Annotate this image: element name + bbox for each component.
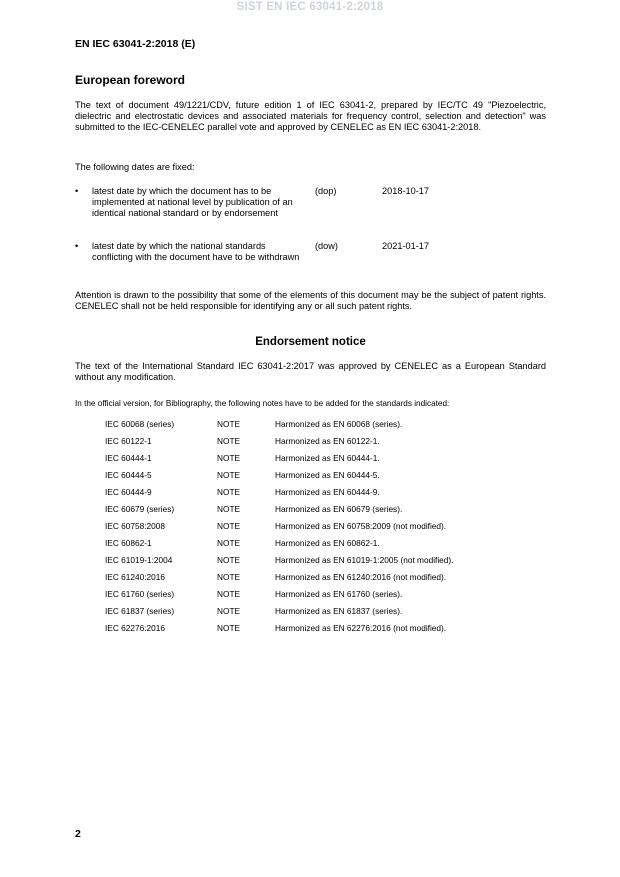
harmonized-text: Harmonized as EN 60758:2009 (not modified). (275, 521, 447, 531)
date-code: (dow) (315, 241, 338, 251)
note-row (105, 436, 546, 453)
note-label: NOTE (217, 521, 241, 531)
note-label: NOTE (217, 572, 241, 582)
note-label: NOTE (217, 606, 241, 616)
note-label: NOTE (217, 623, 241, 633)
bibliography-notes-list (105, 419, 546, 640)
date-item-dow (75, 241, 546, 277)
standard-reference: IEC 60679 (series) (105, 504, 175, 514)
harmonized-text: Harmonized as EN 60862-1. (275, 538, 380, 548)
watermark: SIST EN IEC 63041-2:2018 (236, 1, 384, 13)
bullet-mark: • (75, 241, 79, 251)
note-label: NOTE (217, 555, 241, 565)
foreword-paragraph-2: The following dates are fixed: (75, 162, 195, 172)
note-label: NOTE (217, 504, 241, 514)
endorsement-heading: Endorsement notice (255, 336, 366, 348)
harmonized-text: Harmonized as EN 60444-1. (275, 453, 380, 463)
date-value: 2018-10-17 (382, 186, 429, 196)
note-row (105, 487, 546, 504)
harmonized-text: Harmonized as EN 61019-1:2005 (not modified). (275, 555, 454, 565)
standard-reference: IEC 60758:2008 (105, 521, 165, 531)
endorsement-paragraph-2: In the official version, for Bibliography, the following notes have to be added for the standards indicated: (75, 399, 450, 408)
note-label: NOTE (217, 538, 241, 548)
endorsement-paragraph-1: The text of the International Standard IEC 63041-2:2017 was approved by CENELEC as a European Standard without any modification. (75, 361, 546, 383)
document-identifier: EN IEC 63041-2:2018 (E) (75, 38, 196, 50)
harmonized-text: Harmonized as EN 61240:2016 (not modified). (275, 572, 447, 582)
standard-reference: IEC 60068 (series) (105, 419, 175, 429)
note-row (105, 453, 546, 470)
standard-reference: IEC 62276:2016 (105, 623, 165, 633)
date-code: (dop) (315, 186, 337, 196)
harmonized-text: Harmonized as EN 60679 (series). (275, 504, 403, 514)
standard-reference: IEC 60444-1 (105, 453, 152, 463)
harmonized-text: Harmonized as EN 61760 (series). (275, 589, 403, 599)
standard-reference: IEC 60444-5 (105, 470, 152, 480)
standard-reference: IEC 60862-1 (105, 538, 152, 548)
date-value: 2021-01-17 (382, 241, 429, 251)
date-item-dop (75, 186, 546, 234)
note-row (105, 572, 546, 589)
note-row (105, 589, 546, 606)
standard-reference: IEC 61019-1:2004 (105, 555, 173, 565)
note-label: NOTE (217, 589, 241, 599)
harmonized-text: Harmonized as EN 62276:2016 (not modified). (275, 623, 447, 633)
harmonized-text: Harmonized as EN 60068 (series). (275, 419, 403, 429)
foreword-paragraph-3: Attention is drawn to the possibility that some of the elements of this document may be the subject of patent rights. CENELEC shall not be held responsible for identifying any or all such patent rights. (75, 290, 546, 312)
note-label: NOTE (217, 453, 241, 463)
note-row (105, 521, 546, 538)
note-row (105, 606, 546, 623)
note-row (105, 555, 546, 572)
harmonized-text: Harmonized as EN 60444-9. (275, 487, 380, 497)
note-row (105, 538, 546, 555)
standard-reference: IEC 61240:2016 (105, 572, 165, 582)
foreword-heading: European foreword (75, 73, 186, 87)
page-number: 2 (75, 828, 81, 840)
standard-reference: IEC 60444-9 (105, 487, 152, 497)
bullet-mark: • (75, 186, 79, 196)
harmonized-text: Harmonized as EN 61837 (series). (275, 606, 403, 616)
foreword-paragraph-1: The text of document 49/1221/CDV, future edition 1 of IEC 63041-2, prepared by IEC/TC 49 "Piezoelectric, dielectric and electrostatic devices and associated materials for frequency control, selection and detection" was submitted to the IEC-CENELEC parallel vote and approved by CENELEC as EN IEC 63041-2:2018. (75, 100, 546, 133)
note-row (105, 470, 546, 487)
date-description: latest date by which the national standards conflicting with the document have to be withdrawn (92, 241, 300, 263)
note-label: NOTE (217, 419, 241, 429)
harmonized-text: Harmonized as EN 60122-1. (275, 436, 380, 446)
note-label: NOTE (217, 487, 241, 497)
note-label: NOTE (217, 436, 241, 446)
note-row (105, 504, 546, 521)
note-row (105, 623, 546, 640)
date-description: latest date by which the document has to be implemented at national level by publication of an identical national standard or by endorsement (92, 186, 293, 219)
standard-reference: IEC 60122-1 (105, 436, 152, 446)
standard-reference: IEC 61837 (series) (105, 606, 175, 616)
note-label: NOTE (217, 470, 241, 480)
harmonized-text: Harmonized as EN 60444-5. (275, 470, 380, 480)
standard-reference: IEC 61760 (series) (105, 589, 175, 599)
note-row (105, 419, 546, 436)
